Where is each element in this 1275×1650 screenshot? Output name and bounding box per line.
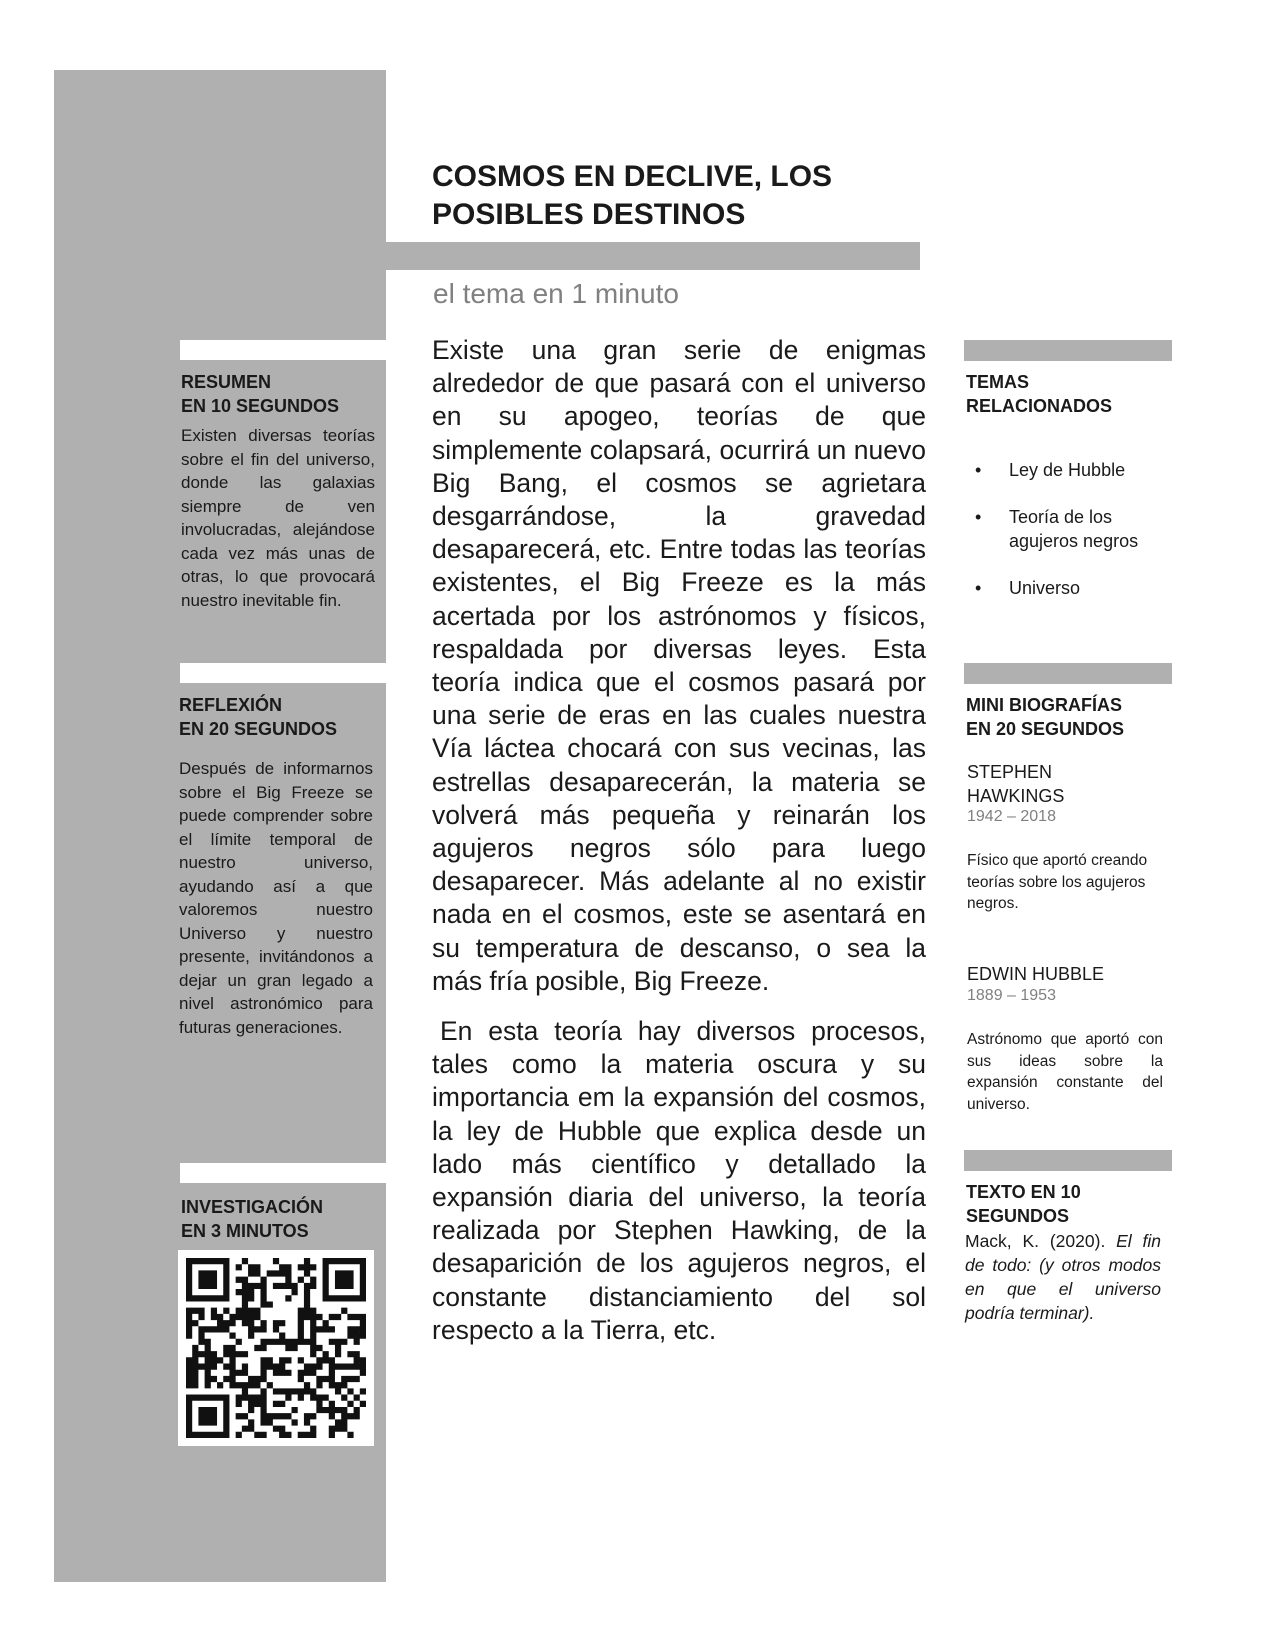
resumen-title: RESUMEN EN 10 SEGUNDOS [181,372,340,416]
related-topics-list [966,458,1166,623]
texto-title: TEXTO EN 10 SEGUNDOS [966,1182,1081,1226]
texto-bar [964,1150,1172,1171]
qr-modules [186,1258,366,1438]
bio-years: 1889 – 1953 [967,987,1056,1004]
divider [180,663,386,683]
bio-text: Físico que aportó creando teorías sobre los agujeros negros. [967,852,1148,912]
bios-title: MINI BIOGRAFÍAS EN 20 SEGUNDOS [966,695,1125,739]
bio-name: STEPHEN HAWKINGS [967,762,1065,806]
temas-title: TEMAS RELACIONADOS [966,372,1113,416]
subtitle: el tema en 1 minuto [433,278,679,309]
main-paragraph-2: En esta teoría hay diversos procesos, tales como la materia oscura y su importancia em la expansión del cosmos, la ley de Hubble que explica desde un lado más científico y detallado la expansión diaria del universo, la teoría realizada por Stephen Hawking, de la desaparición de los agujeros negros, el constante distanciamiento del sol respecto a la Tierra, etc. [432,1016,926,1345]
list-item: • Ley de Hubble [966,458,1166,482]
investigacion-title: INVESTIGACIÓN EN 3 MINUTOS [181,1197,324,1241]
bios-bar [964,663,1172,684]
list-item: • Universo [966,576,1166,600]
reflexion-text: Después de informarnos sobre el Big Freeze se puede comprender sobre el límite temporal de nuestro universo, ayudando así a que valoremos nuestro Universo y nuestro presente, invitándonos a dejar un gran legado a nivel astronómico para futuras generaciones. [179,759,373,1037]
bio-name: EDWIN HUBBLE [967,964,1105,984]
temas-bar [964,340,1172,361]
header-bar [386,242,920,270]
list-item: • Teoría de los agujeros negros [966,505,1166,553]
reference-citation: Mack, K. (2020). El fin de todo: (y otros modos en que el universo podría terminar). [965,1231,1161,1323]
divider [180,1163,386,1183]
bio-text: Astrónomo que aportó con sus ideas sobre la expansión constante del universo. [967,1031,1163,1113]
qr-code-icon [186,1258,366,1438]
bio-years: 1942 – 2018 [967,808,1056,825]
main-paragraph-1: Existe una gran serie de enigmas alrededor de que pasará con el universo en su apogeo, teorías de que simplemente colapsará, ocurrirá un nuevo Big Bang, el cosmos se agrietara desgarrándose, la gravedad desaparecerá, etc. Entre todas las teorías existentes, el Big Freeze es la más acertada por los astrónomos y físicos, respaldada por diversas leyes. Esta teoría indica que el cosmos pasará por una serie de eras en las cuales nuestra Vía láctea chocará con sus vecinas, las estrellas desaparecerán, la materia se volverá más pequeña y reinarán los agujeros negros sólo para luego desaparecer. Más adelante al no existir nada en el cosmos, este se asentará en su temperatura de descanso, o sea la más fría posible, Big Freeze. [432,335,926,996]
qr-code[interactable] [178,1250,374,1446]
reflexion-title: REFLEXIÓN EN 20 SEGUNDOS [179,695,338,739]
divider [180,340,386,360]
page-title: COSMOS EN DECLIVE, LOS POSIBLES DESTINOS [432,160,833,231]
resumen-text: Existen diversas teorías sobre el fin del universo, donde las galaxias siempre de ven involucradas, alejándose cada vez más unas de otras, lo que provocará nuestro inevitable fin. [181,426,375,610]
